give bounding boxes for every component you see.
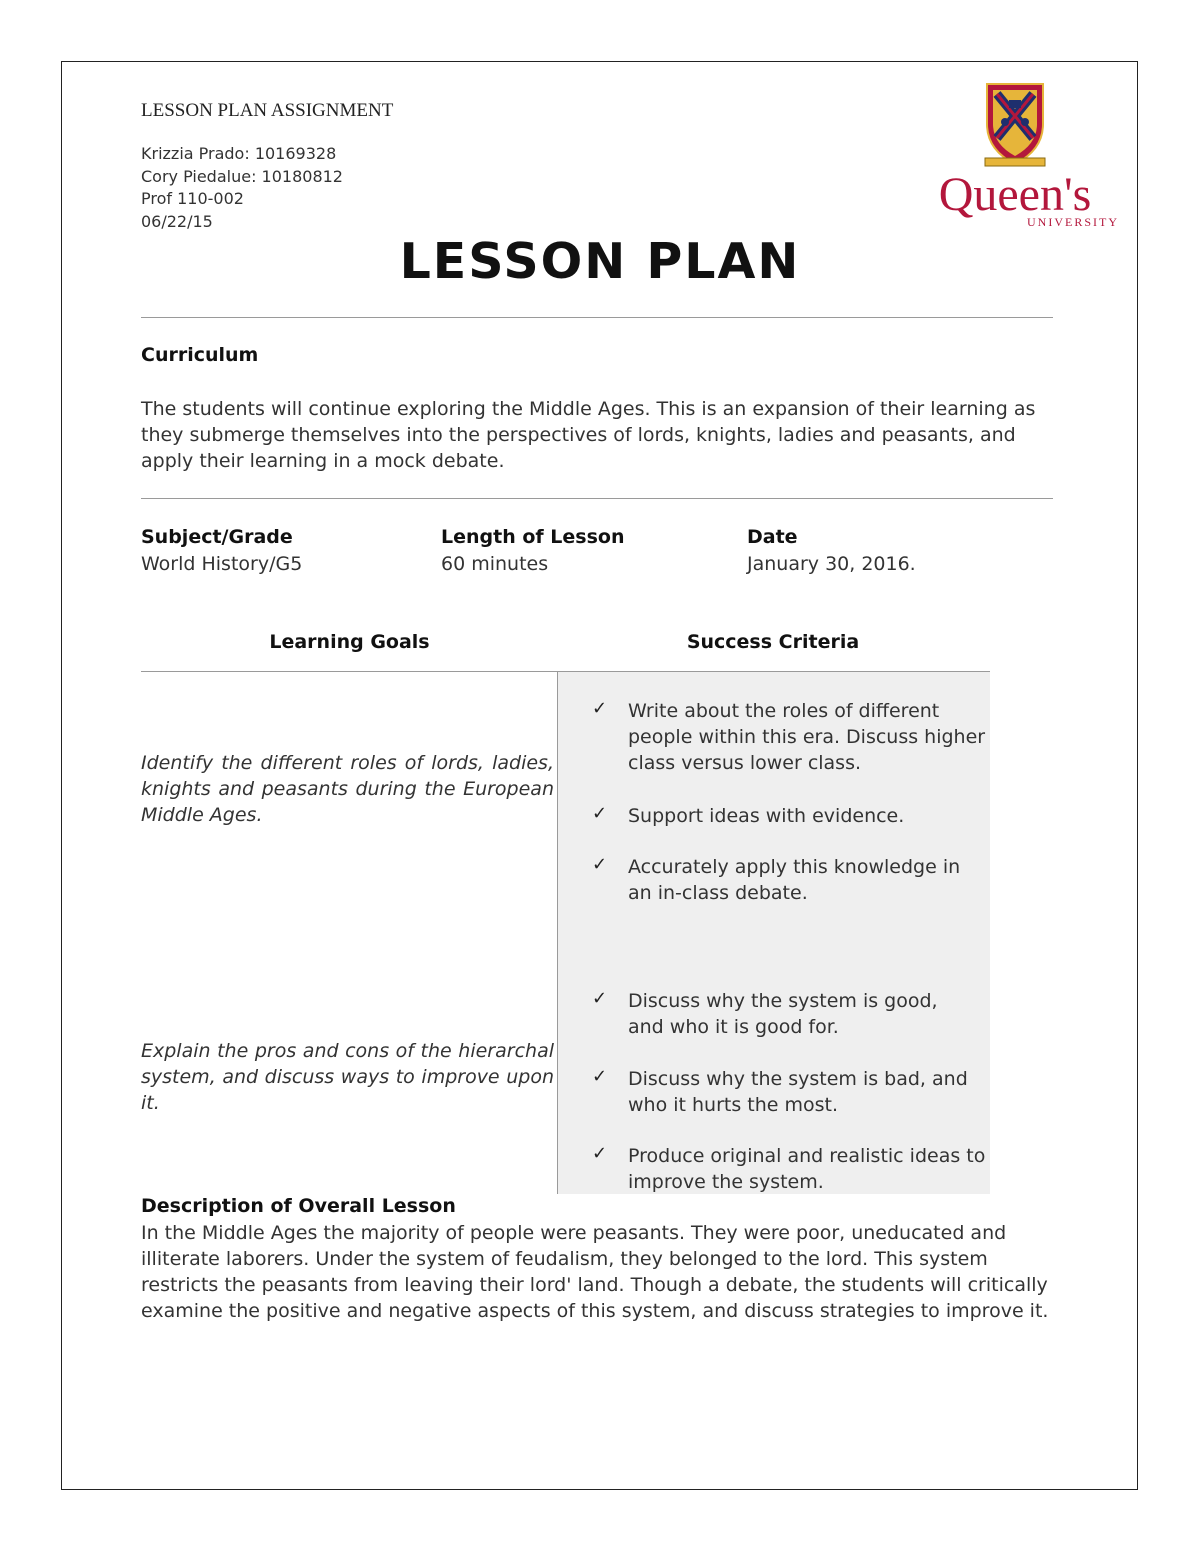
criterion-3: Accurately apply this knowledge in an in-class debate. (628, 856, 961, 904)
learning-goals-heading: Learning Goals (269, 631, 430, 653)
description-text: In the Middle Ages the majority of people were peasants. They were poor, uneducated and illiterate laborers. Under the system of feudalism, they belonged to the lord. This system restricts the peasants from leaving their lord' land. Though a debate, the students will critically examine the positive and negative aspects of this system, and discuss strategies to improve it. (141, 1222, 1049, 1322)
length-label: Length of Lesson (441, 526, 625, 548)
date-label: Date (747, 526, 798, 548)
criterion-5: Discuss why the system is bad, and who it hurts the most. (628, 1068, 968, 1116)
checkmark-icon: ✓ (592, 854, 608, 875)
submission-date: 06/22/15 (141, 211, 213, 231)
checkmark-icon: ✓ (592, 698, 608, 719)
author-2: Cory Piedalue: 10180812 (141, 166, 343, 186)
learning-goal-2: Explain the pros and cons of the hierarchal system, and discuss ways to improve upon it. (141, 1040, 554, 1114)
author-1: Krizzia Prado: 10169328 (141, 144, 337, 163)
learning-goal-1: Identify the different roles of lords, ladies, knights and peasants during the European Middle Ages. (141, 752, 554, 826)
description-heading: Description of Overall Lesson (141, 1195, 456, 1217)
logo-wordmark: Queen's (938, 168, 1092, 221)
criterion-2: Support ideas with evidence. (628, 805, 905, 827)
table-column-divider (557, 672, 558, 1194)
checkmark-icon: ✓ (592, 988, 608, 1009)
criterion-6: Produce original and realistic ideas to improve the system. (628, 1145, 986, 1193)
checkmark-icon: ✓ (592, 1066, 608, 1087)
subject-value: World History/G5 (141, 553, 303, 575)
checkmark-icon: ✓ (592, 803, 608, 824)
page-title: LESSON PLAN (399, 233, 801, 290)
criterion-4: Discuss why the system is good, and who it is good for. (628, 990, 938, 1038)
divider (141, 317, 1053, 318)
curriculum-text: The students will continue exploring the Middle Ages. This is an expansion of their learning as they submerge themselves into the perspectives of lords, knights, ladies and peasants, and apply their learning in a mock debate. (141, 398, 1036, 472)
curriculum-heading: Curriculum (141, 344, 259, 366)
criterion-1: Write about the roles of different people within this era. Discuss higher class versus lower class. (628, 700, 986, 774)
date-value: January 30, 2016. (747, 553, 916, 575)
author-info (141, 143, 343, 233)
divider (141, 498, 1053, 499)
course-code: Prof 110-002 (141, 189, 244, 208)
assignment-title: LESSON PLAN ASSIGNMENT (141, 100, 394, 121)
logo-subtitle: UNIVERSITY (1027, 215, 1119, 229)
checkmark-icon: ✓ (592, 1143, 608, 1164)
length-value: 60 minutes (441, 553, 549, 575)
queens-university-logo (905, 80, 1125, 230)
success-criteria-heading: Success Criteria (686, 631, 860, 653)
crest-icon (985, 84, 1045, 166)
subject-label: Subject/Grade (141, 526, 293, 548)
